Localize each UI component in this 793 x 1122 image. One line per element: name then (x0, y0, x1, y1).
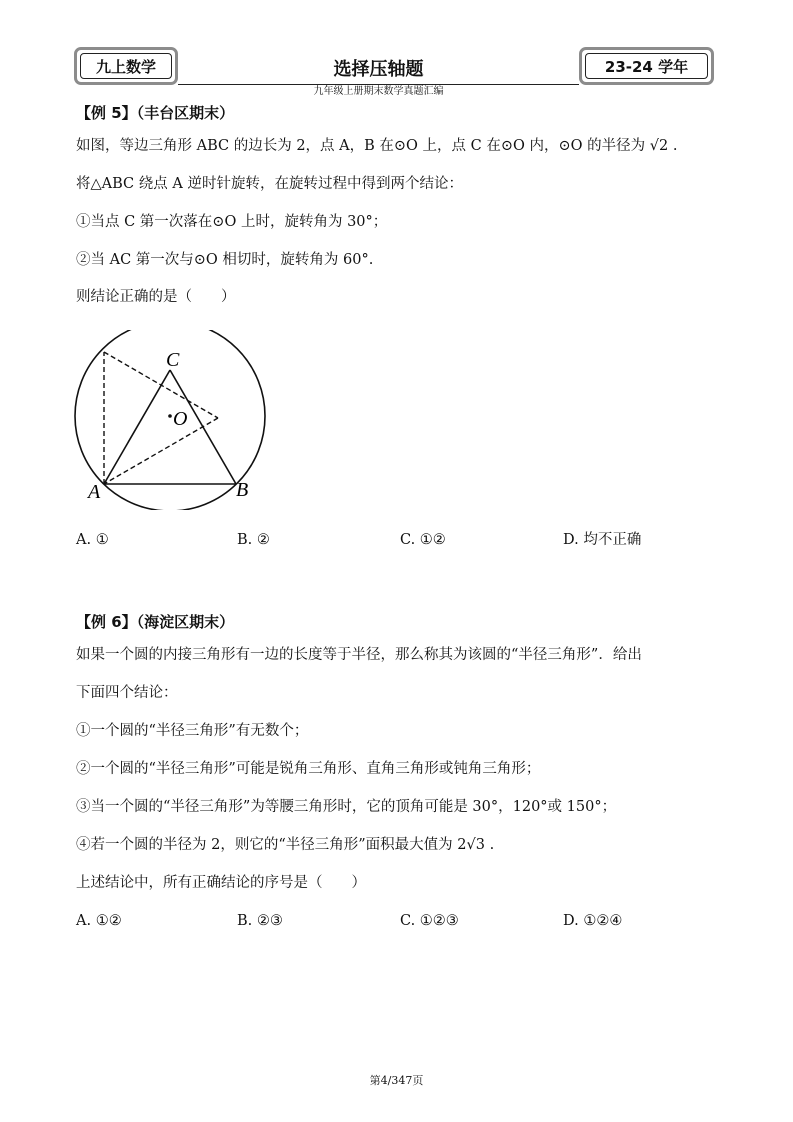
label-b: B (236, 479, 249, 501)
center-point (168, 414, 172, 418)
label-o: O (173, 408, 188, 430)
example6-line: 如果一个圆的内接三角形有一边的长度等于半径，那么称其为该圆的“半径三角形”．给出 (76, 647, 642, 663)
option-a: A. ①② (76, 913, 122, 929)
example5-line: 如图，等边三角形 ABC 的边长为 2，点 A，B 在⊙O 上，点 C 在⊙O 内，⊙O 的半径为 √2 . (76, 138, 678, 154)
example6-line: ②一个圆的“半径三角形”可能是锐角三角形、直角三角形或钝角三角形； (76, 761, 541, 777)
example6-line: ①一个圆的“半径三角形”有无数个； (76, 723, 309, 739)
option-c: C. ①②③ (400, 913, 459, 929)
example6-question: 上述结论中，所有正确结论的序号是（ ） (76, 875, 366, 891)
label-c: C (166, 349, 180, 371)
example5-heading: 【例 5】（丰台区期末） (76, 104, 235, 122)
page-subtitle: 九年级上册期末数学真题汇编 (313, 86, 444, 97)
example5-line: ①当点 C 第一次落在⊙O 上时，旋转角为 30°； (76, 214, 388, 230)
year-badge (579, 47, 714, 85)
page-number: 第4/347页 (369, 1074, 424, 1087)
example6-line: ④若一个圆的半径为 2，则它的“半径三角形”面积最大值为 2√3 . (76, 837, 495, 853)
option-c: C. ①② (400, 532, 446, 548)
rotated-segment-bc (104, 352, 218, 418)
option-a: A. ① (76, 532, 109, 548)
example5-question: 则结论正确的是（ ） (76, 289, 236, 305)
option-b: B. ②③ (237, 913, 283, 929)
example5-line: 将△ABC 绕点 A 逆时针旋转，在旋转过程中得到两个结论： (76, 176, 463, 192)
subject-badge-text: 九上数学 (80, 53, 172, 79)
segment-ac (104, 370, 170, 484)
subject-badge (74, 47, 178, 85)
rotated-segment-ac (104, 418, 218, 484)
example6-line: 下面四个结论： (76, 685, 178, 701)
option-b: B. ② (237, 532, 270, 548)
year-badge-text: 23-24 学年 (585, 53, 708, 79)
example5-line: ②当 AC 第一次与⊙O 相切时，旋转角为 60°. (76, 252, 374, 268)
label-a: A (88, 481, 101, 503)
example6-heading: 【例 6】（海淀区期末） (76, 613, 235, 631)
option-d: D. 均不正确 (563, 532, 642, 548)
page-title: 选择压轴题 (333, 59, 424, 80)
title-underline (178, 84, 579, 85)
geometry-figure (72, 330, 272, 510)
option-d: D. ①②④ (563, 913, 623, 929)
example6-line: ③当一个圆的“半径三角形”为等腰三角形时，它的顶角可能是 30°，120°或 150°； (76, 799, 617, 815)
